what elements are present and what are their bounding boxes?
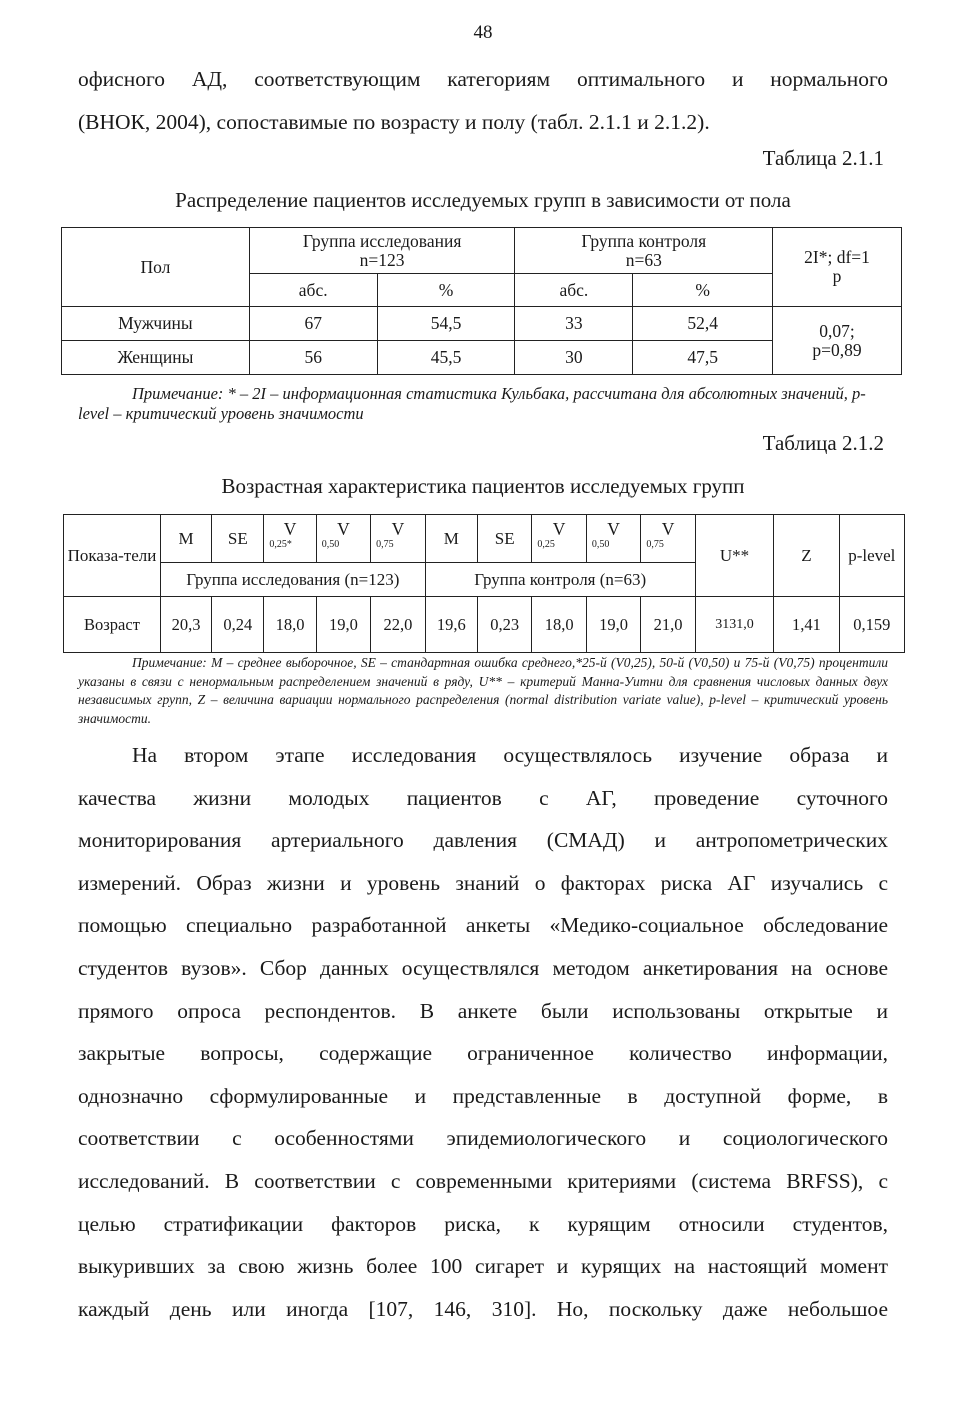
group-control-n: n=63	[625, 249, 662, 270]
cell-value: 52,4	[633, 307, 773, 341]
table1	[61, 227, 902, 375]
header-m: M	[160, 515, 211, 563]
v-symbol: V	[337, 519, 350, 539]
cell-value: 22,0	[371, 597, 425, 653]
header-group-study: Группа исследования (n=123)	[160, 563, 425, 597]
header-v025	[264, 515, 316, 563]
cell-value: 67	[249, 307, 377, 341]
cell-value: 3131,0	[695, 597, 773, 653]
cell-value: 20,3	[160, 597, 211, 653]
v-subscript: 0,50	[321, 539, 340, 550]
cell-value: 56	[249, 341, 377, 375]
v-symbol: V	[552, 519, 566, 539]
table2	[63, 514, 905, 653]
body-line: качества жизни молодых пациентов с АГ, проведение суточного	[78, 785, 888, 810]
v-symbol: V	[391, 519, 405, 539]
body-line: исследований. В соответствии с современными критериями (система BRFSS), с	[78, 1168, 888, 1193]
table-row	[62, 307, 902, 341]
v-subscript: 0,75	[646, 539, 664, 550]
body-line: мониторирования артериального давления (СМАД) и антропометрических	[78, 828, 888, 853]
table2-title: Возрастная характеристика пациентов исследуемых групп	[221, 474, 745, 498]
page-number: 48	[473, 22, 493, 43]
header-group-control: Группа контроля (n=63)	[425, 563, 695, 597]
stat-value-line: 0,07;	[819, 320, 855, 341]
header-pct: %	[377, 274, 515, 307]
header-group-control	[515, 228, 773, 274]
header-u: U**	[695, 515, 773, 597]
body-line: однозначно сформулированные и представленные в доступной форме, в	[78, 1083, 888, 1108]
v-subscript: 0,50	[591, 539, 610, 550]
cell-value: 30	[515, 341, 633, 375]
header-se: SE	[212, 515, 264, 563]
v-subscript: 0,25	[537, 539, 555, 550]
cell-value: 47,5	[633, 341, 773, 375]
header-z: Z	[774, 515, 839, 597]
body-line: помощью специально разработанной анкеты «Медико-социальное обследование	[78, 913, 888, 938]
cell-value: 1,41	[774, 597, 839, 653]
header-v075	[641, 515, 695, 563]
cell-value: 0,159	[839, 597, 904, 653]
header-abs: абс.	[515, 274, 633, 307]
header-se: SE	[477, 515, 531, 563]
table1-note: Примечание: * – 2I – информационная статистика Кульбака, рассчитана для абсолютных значений, p-level – критический уровень значимости	[78, 384, 866, 423]
intro-line: офисного АД, соответствующим категориям оптимального и нормального	[78, 67, 888, 91]
stat-header-line: 2I*; df=1	[804, 247, 870, 267]
body-line: студентов вузов». Сбор данных осуществлялся методом анкетирования на основе	[78, 955, 888, 980]
row-label: Возраст	[64, 597, 161, 653]
stat-value	[773, 307, 902, 375]
cell-value: 19,0	[586, 597, 640, 653]
header-pct: %	[633, 274, 773, 307]
cell-value: 0,23	[477, 597, 531, 653]
body-line: выкуривших за свою жизнь более 100 сигарет и курящих на настоящий момент	[78, 1254, 888, 1279]
header-v075	[371, 515, 425, 563]
cell-value: 18,0	[264, 597, 316, 653]
row-label: Женщины	[62, 341, 250, 375]
header-p-level: p-level	[839, 515, 904, 597]
header-pol: Пол	[62, 228, 250, 307]
group-study-n: n=123	[359, 249, 405, 270]
header-m: M	[425, 515, 477, 563]
header-indicator: Показа-тели	[64, 515, 161, 597]
table2-note: Примечание: M – среднее выборочное, SE – стандартная ошибка среднего,*25-й (V0,25), 50-й (V0,50) и 75-й (V0,75) процентили указаны в связи с ненормальным распределением значений в ряду, U** – критерий Манна-Уитни для сравнения числовых данных двух независимых групп, Z – величина вариации нормального распределения (normal distribution variate value), p-level – критический уровень значимости.	[78, 655, 888, 726]
header-v050	[586, 515, 640, 563]
body-line: целью стратификации факторов риска, к курящим относили студентов,	[78, 1211, 888, 1236]
body-line: каждый день или иногда [107, 146, 310]. Но, поскольку даже небольшое	[78, 1296, 888, 1321]
v-subscript: 0,25*	[269, 539, 292, 550]
intro-line: (ВНОК, 2004), сопоставимые по возрасту и полу (табл. 2.1.1 и 2.1.2).	[78, 109, 710, 134]
row-label: Мужчины	[62, 307, 250, 341]
cell-value: 54,5	[377, 307, 515, 341]
v-symbol: V	[661, 519, 675, 539]
header-abs: абс.	[249, 274, 377, 307]
table1-title: Распределение пациентов исследуемых групп в зависимости от пола	[175, 188, 791, 212]
body-paragraph	[78, 734, 888, 1330]
body-line: соответствии с особенностями эпидемиологического и социологического	[78, 1126, 888, 1151]
v-symbol: V	[283, 519, 297, 539]
cell-value: 0,24	[212, 597, 264, 653]
header-group-study	[249, 228, 515, 274]
cell-value: 19,6	[425, 597, 477, 653]
cell-value: 45,5	[377, 341, 515, 375]
table2-label: Таблица 2.1.2	[762, 431, 884, 455]
group-control-label: Группа контроля	[581, 230, 707, 251]
body-line: На втором этапе исследования осуществлялось изучение образа и	[132, 743, 888, 767]
body-line: измерений. Образ жизни и уровень знаний о факторах риска АГ изучались с	[78, 870, 888, 895]
header-v050	[316, 515, 370, 563]
v-subscript: 0,75	[376, 539, 394, 550]
cell-value: 18,0	[532, 597, 586, 653]
cell-value: 33	[515, 307, 633, 341]
group-study-label: Группа исследования	[302, 230, 462, 251]
table-row	[64, 597, 905, 653]
stat-value-line: p=0,89	[812, 339, 862, 360]
cell-value: 21,0	[641, 597, 695, 653]
header-stat	[773, 228, 902, 307]
header-v025	[532, 515, 586, 563]
v-symbol: V	[607, 519, 620, 539]
body-line: закрытые вопросы, содержащие ограниченное количество информации,	[78, 1041, 888, 1066]
intro-paragraph	[78, 58, 888, 143]
table1-label: Таблица 2.1.1	[762, 146, 884, 170]
stat-header-line: p	[832, 266, 842, 286]
body-line: прямого опроса респондентов. В анкете были использованы открытые и	[78, 998, 888, 1023]
cell-value: 19,0	[316, 597, 370, 653]
